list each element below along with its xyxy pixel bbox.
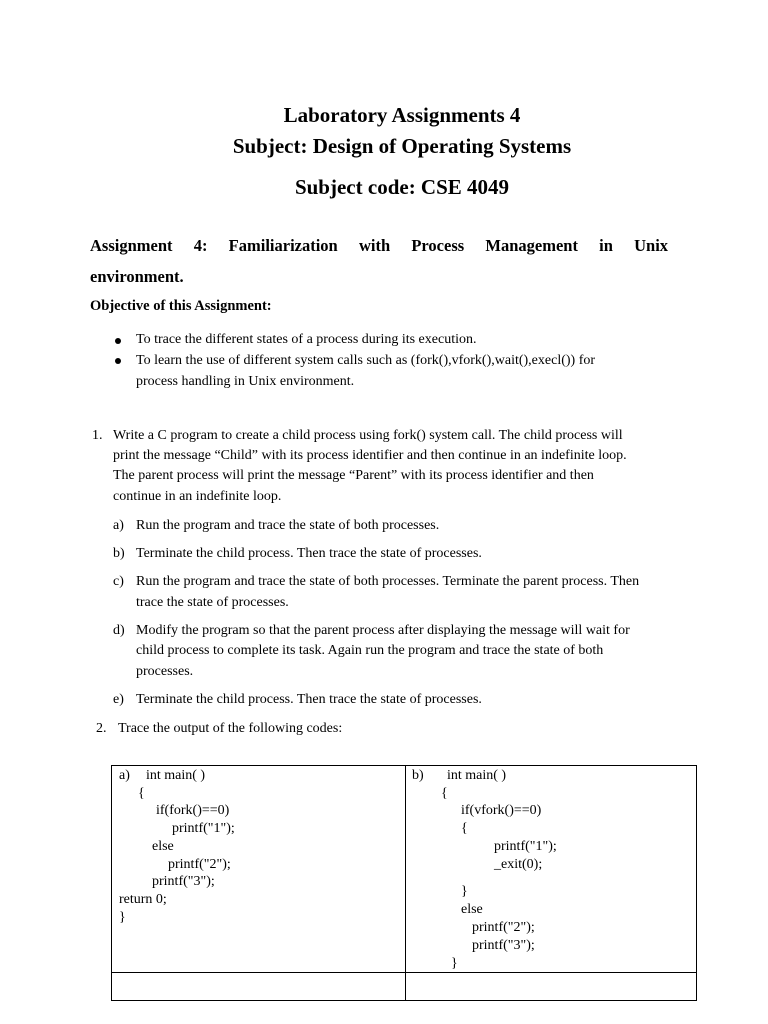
subject-code: Subject code: CSE 4049 [294, 175, 510, 199]
code-line: int main( ) [146, 768, 206, 783]
code-line: int main( ) [447, 768, 507, 783]
code-line: printf("3"); [472, 938, 535, 953]
subpart-text: Run the program and trace the state of both processes. [136, 518, 440, 533]
objective-bullet-cont: process handling in Unix environment. [136, 374, 355, 389]
subpart-label: d) [113, 623, 125, 638]
heading-word: Familiarization [228, 236, 338, 255]
subpart-text: Terminate the child process. Then trace the state of processes. [136, 692, 482, 707]
heading-word: 4: [193, 236, 208, 255]
code-line: printf("2"); [168, 857, 231, 872]
code-line: { [441, 786, 448, 801]
question-text: Trace the output of the following codes: [118, 721, 343, 736]
code-label: a) [119, 768, 130, 783]
bullet-icon [115, 358, 121, 364]
objective-title: Objective of this Assignment: [90, 298, 272, 314]
code-line: { [461, 821, 468, 836]
subpart-label: c) [113, 574, 124, 589]
code-line: { [138, 786, 145, 801]
code-line: else [152, 839, 174, 854]
code-line: _exit(0); [494, 857, 543, 872]
question-text-line: continue in an indefinite loop. [113, 489, 282, 504]
bullet-icon [115, 338, 121, 344]
heading-word: Management [485, 236, 578, 255]
subpart-text: Run the program and trace the state of both processes. Terminate the parent process. Then [136, 574, 640, 589]
subpart-text: Terminate the child process. Then trace the state of processes. [136, 546, 482, 561]
subpart-text: Modify the program so that the parent process after displaying the message will wait for [136, 623, 630, 638]
code-line: if(vfork()==0) [461, 803, 542, 818]
code-line: printf("2"); [472, 920, 535, 935]
assignment-heading [90, 236, 668, 256]
code-line: else [461, 902, 483, 917]
code-label: b) [412, 768, 424, 783]
code-line: } [119, 910, 126, 925]
subpart-text: child process to complete its task. Again run the program and trace the state of both [136, 643, 604, 658]
document-title: Laboratory Assignments 4 [283, 103, 521, 127]
question-text-line: print the message “Child” with its process identifier and then continue in an indefinite loop. [113, 448, 627, 463]
question-number: 1. [92, 428, 103, 443]
heading-word: with [358, 236, 391, 255]
question-number: 2. [96, 721, 107, 736]
code-line: } [451, 956, 458, 971]
code-line: return 0; [119, 892, 167, 907]
heading-word: Unix [634, 236, 669, 255]
heading-word: Assignment [90, 236, 173, 255]
code-line: if(fork()==0) [156, 803, 230, 818]
objective-bullet: To learn the use of different system calls such as (fork(),vfork(),wait(),execl()) for [136, 353, 596, 368]
heading-word: in [599, 236, 613, 255]
subpart-label: b) [113, 546, 125, 561]
code-line: printf("1"); [494, 839, 557, 854]
question-text-line: Write a C program to create a child process using fork() system call. The child process will [113, 428, 623, 443]
heading-word: Process [411, 236, 465, 255]
subject-title: Subject: Design of Operating Systems [232, 134, 572, 158]
subpart-label: e) [113, 692, 124, 707]
table-divider [112, 972, 696, 973]
question-text-line: The parent process will print the message “Parent” with its process identifier and then [113, 468, 594, 483]
code-line: printf("1"); [172, 821, 235, 836]
subpart-label: a) [113, 518, 124, 533]
subpart-text: trace the state of processes. [136, 595, 289, 610]
code-line: printf("3"); [152, 874, 215, 889]
code-line: } [461, 884, 468, 899]
table-divider [405, 766, 406, 1000]
objective-bullet: To trace the different states of a process during its execution. [136, 332, 477, 347]
assignment-heading-cont: environment. [90, 267, 184, 286]
subpart-text: processes. [136, 664, 194, 679]
